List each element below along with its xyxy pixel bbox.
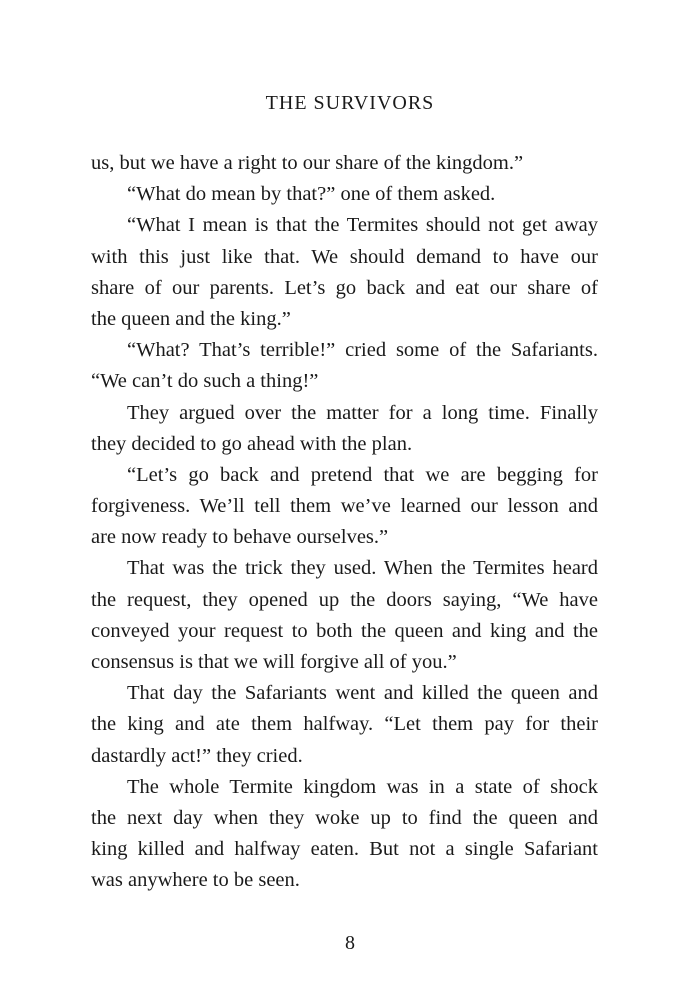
text-line: share of our parents. Let’s go back and eat our share of xyxy=(91,276,598,299)
text-line: are now ready to behave ourselves.” xyxy=(91,526,389,549)
text-line: they decided to go ahead with the plan. xyxy=(91,432,413,455)
text-line: was anywhere to be seen. xyxy=(91,869,300,892)
text-line: the king and ate them halfway. “Let them pay for their xyxy=(91,713,598,736)
text-line: “What I mean is that the Termites should not get away xyxy=(127,214,598,237)
text-line: That was the trick they used. When the Termites heard xyxy=(127,557,598,580)
text-line: the queen and the king.” xyxy=(91,307,291,330)
text-line: the next day when they woke up to find the queen and xyxy=(91,806,598,829)
running-header: THE SURVIVORS xyxy=(265,92,435,114)
text-line: conveyed your request to both the queen and king and the xyxy=(91,619,598,642)
text-line: They argued over the matter for a long time. Finally xyxy=(127,401,598,424)
text-line: That day the Safariants went and killed the queen and xyxy=(127,682,598,705)
text-line: “What? That’s terrible!” cried some of the Safariants. xyxy=(127,339,598,362)
page-number: 8 xyxy=(345,932,355,954)
text-line: forgiveness. We’ll tell them we’ve learned our lesson and xyxy=(91,495,598,518)
text-line: consensus is that we will forgive all of you.” xyxy=(91,651,457,673)
text-line: the request, they opened up the doors saying, “We have xyxy=(91,588,598,611)
text-line: dastardly act!” they cried. xyxy=(91,744,303,767)
text-line: us, but we have a right to our share of the kingdom.” xyxy=(91,152,524,174)
page-body-text xyxy=(91,148,598,897)
text-line: with this just like that. We should demand to have our xyxy=(91,245,598,268)
text-line: “What do mean by that?” one of them asked. xyxy=(127,183,496,206)
text-line: “Let’s go back and pretend that we are begging for xyxy=(127,463,598,486)
text-line: king killed and halfway eaten. But not a single Safariant xyxy=(91,838,598,861)
text-line: The whole Termite kingdom was in a state of shock xyxy=(127,775,598,798)
text-line: “We can’t do such a thing!” xyxy=(91,370,319,393)
